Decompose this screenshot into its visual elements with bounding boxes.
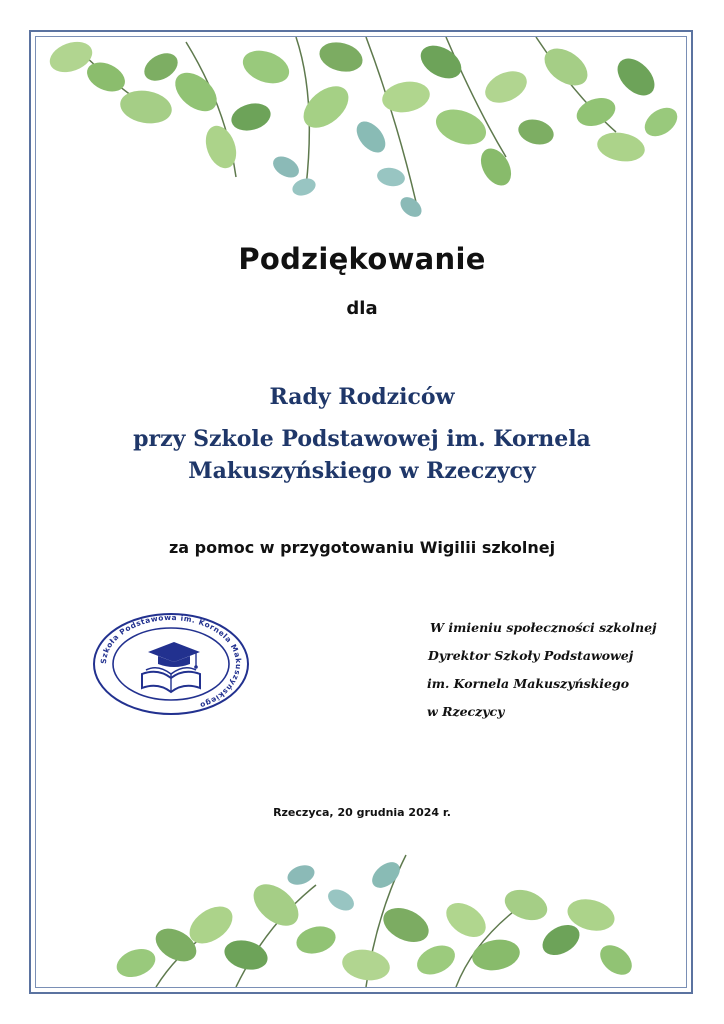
top-leaves-icon	[36, 37, 686, 232]
school-seal-icon	[92, 612, 250, 716]
signature-line-3: im. Kornela Makuszyńskiego	[427, 676, 630, 691]
signature-line-2: Dyrektor Szkoły Podstawowej	[428, 648, 634, 663]
bottom-leaves-icon	[36, 845, 686, 987]
for-word: dla	[346, 298, 378, 319]
seal-ring-text: Szkoła Podstawowa im. Kornela Makuszyńskiego	[98, 612, 244, 711]
recipient-line-3: Makuszyńskiego w Rzeczycy	[188, 458, 536, 484]
place-and-date: Rzeczyca, 20 grudnia 2024 r.	[273, 806, 451, 819]
signature-line-4: w Rzeczycy	[427, 704, 505, 719]
thanks-reason: za pomoc w przygotowaniu Wigilii szkolnej	[168, 538, 556, 557]
recipient-line-2: przy Szkole Podstawowej im. Kornela	[133, 426, 591, 452]
recipient-line-1: Rady Rodziców	[269, 384, 455, 410]
certificate-title: Podziękowanie	[238, 242, 486, 276]
signature-line-1: W imieniu społeczności szkolnej	[430, 620, 657, 635]
